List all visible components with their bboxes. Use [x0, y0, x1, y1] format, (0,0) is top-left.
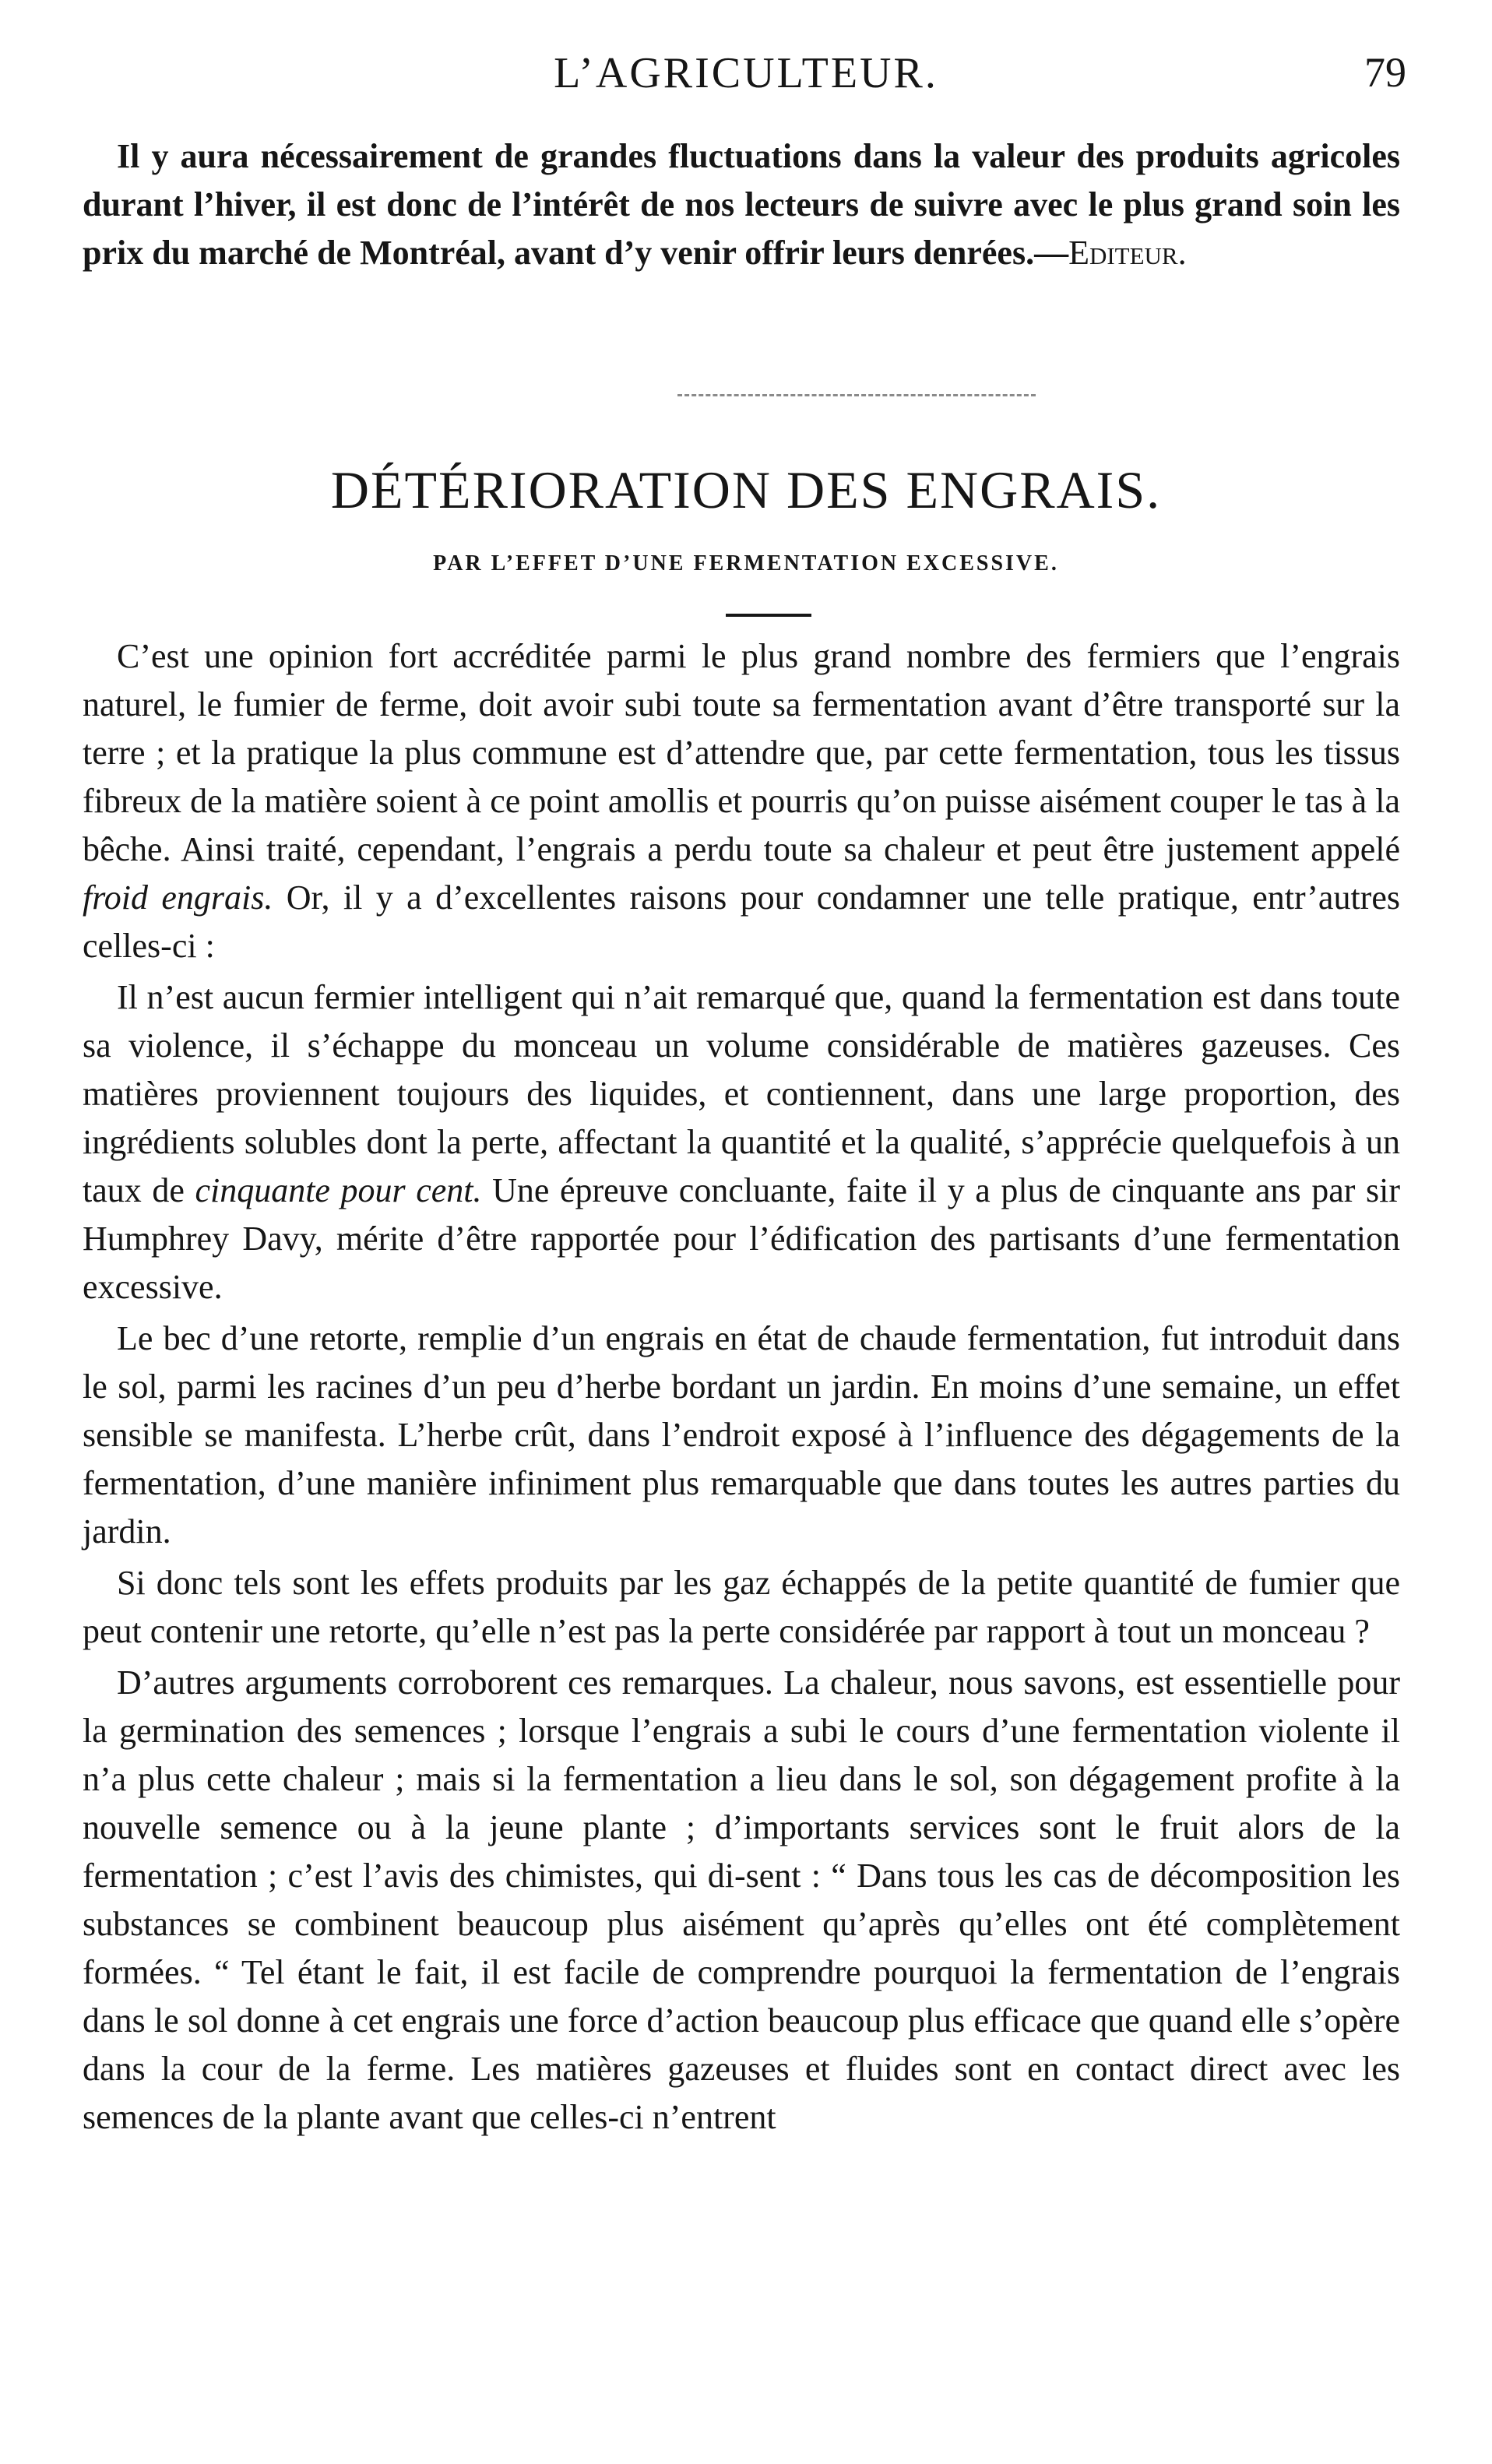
- editor-signature: Editeur.: [1068, 234, 1187, 272]
- running-head: [0, 48, 1492, 103]
- paragraph-text: Si donc tels sont les effets produits par les gaz échappés de la petite quantité de fumier que peut contenir une retorte, qu’elle n’est pas la perte considérée par rapport à tout un monceau ?: [83, 1564, 1400, 1650]
- paragraph: [83, 973, 1400, 1311]
- paragraph-emphasis: froid engrais.: [83, 878, 273, 917]
- intro-note: [83, 132, 1400, 277]
- paragraph-text: C’est une opinion fort accréditée parmi le plus grand nombre des fermiers que l’engrais naturel, le fumier de ferme, doit avoir subi toute sa fermentation avant d’être transporté sur la terre ; et la pratique la plus commune est d’attendre que, par cette fermentation, tous les tissus fibreux de la matière soient à ce point amollis et pourris qu’on puisse aisément couper le tas à la bêche. Ainsi traité, cependant, l’engrais a perdu toute sa chaleur et peut être justement appelé: [83, 637, 1400, 868]
- intro-text: Il y aura nécessairement de grandes fluctuations dans la valeur des produits agricoles durant l’hiver, il est donc de l’intérêt de nos lecteurs de suivre avec le plus grand soin les prix du marché de Montréal, avant d’y venir offrir leurs denrées.—: [83, 137, 1400, 272]
- paragraph-text: D’autres arguments corroborent ces remarques. La chaleur, nous savons, est essentielle pour la germination des semences ; lorsque l’engrais a subi le cours d’une fermentation violente il n’a plus cette chaleur ; mais si la fermentation a lieu dans le sol, son dégagement profite à la nouvelle semence ou à la jeune plante ; d’importants services sont le fruit alors de la fermentation ; c’est l’avis des chimistes, qui di-sent : “ Dans tous les cas de décomposition les substances se combinent beaucoup plus aisément qu’après qu’elles ont été complètement formées. “ Tel étant le fait, il est facile de comprendre pourquoi la fermentation de l’engrais dans le sol donne à cet engrais une force d’action beaucoup plus efficace que quand elle s’opère dans la cour de la ferme. Les matières gazeuses et fluides sont en contact direct avec les semences de la plante avant que celles-ci n’entrent: [83, 1663, 1400, 2136]
- paragraph: [83, 1315, 1400, 1556]
- paragraph-text: Il n’est aucun fermier intelligent qui n’ait remarqué que, quand la fermentation est dans toute sa violence, il s’échappe du monceau un volume considérable de matières gazeuses. Ces matières proviennent toujours des liquides, et contiennent, dans une large proportion, des ingrédients solubles dont la perte, affectant la quantité et la qualité, s’apprécie quelquefois à un taux de: [83, 978, 1400, 1209]
- running-title: L’AGRICULTEUR.: [554, 49, 938, 97]
- page-number: 79: [1364, 49, 1406, 96]
- intro-paragraph: [83, 132, 1400, 277]
- paragraph: [83, 1559, 1400, 1656]
- article-subtitle: PAR L’EFFET D’UNE FERMENTATION EXCESSIVE.: [433, 551, 1059, 576]
- article-body: [83, 632, 1400, 2145]
- section-divider: [677, 394, 1036, 401]
- paragraph-text: Une épreuve concluante, faite il y a plus de cinquante ans par sir Humphrey Davy, mérite d’être rapportée pour l’édification des partisants d’une fermentation excessive.: [83, 1171, 1400, 1306]
- paragraph: [83, 632, 1400, 970]
- paragraph: [83, 1659, 1400, 2142]
- article-title: DÉTÉRIORATION DES ENGRAIS.: [330, 460, 1162, 519]
- paragraph-text: Or, il y a d’excellentes raisons pour condamner une telle pratique, entr’autres celles-ci :: [83, 878, 1400, 965]
- title-rule: [726, 614, 811, 617]
- paragraph-emphasis: cinquante pour cent.: [195, 1171, 482, 1209]
- paragraph-text: Le bec d’une retorte, remplie d’un engrais en état de chaude fermentation, fut introduit dans le sol, parmi les racines d’un peu d’herbe bordant un jardin. En moins d’une semaine, un effet sensible se manifesta. L’herbe crût, dans l’endroit exposé à l’influence des dégagements de la fermentation, d’une manière infiniment plus remarquable que dans toutes les autres parties du jardin.: [83, 1319, 1400, 1551]
